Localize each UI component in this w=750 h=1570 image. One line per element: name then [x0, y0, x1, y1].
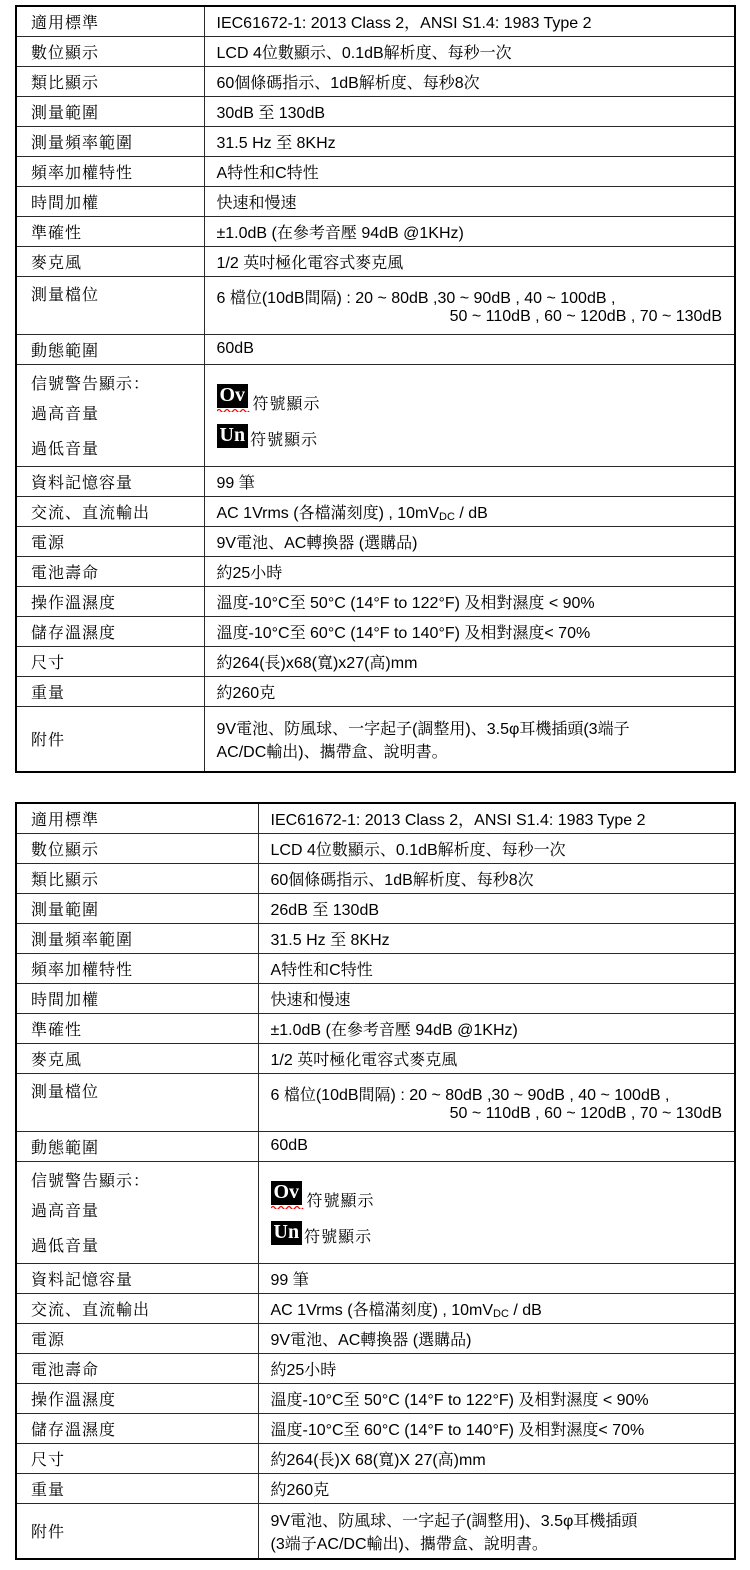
spec-label: 測量檔位 [16, 276, 204, 334]
spec-label: 操作溫濕度 [16, 1383, 258, 1413]
table-row [16, 833, 735, 863]
warning-label-under: 過低音量 [31, 1235, 100, 1255]
table-row-measuring-ranges [16, 1073, 735, 1131]
spec-label: 頻率加權特性 [16, 156, 204, 186]
table-row-accessories [16, 706, 735, 772]
spec-label: 時間加權 [16, 983, 258, 1013]
spec-value: 26dB 至 130dB [258, 893, 735, 923]
spec-label: 資料記憶容量 [16, 466, 204, 496]
spec-value: A特性和C特性 [204, 156, 735, 186]
spec-label: 重量 [16, 1473, 258, 1503]
spec-value: 60個條碼指示、1dB解析度、每秒8次 [258, 863, 735, 893]
table-row-accessories [16, 1503, 735, 1559]
spec-label: 數位顯示 [16, 833, 258, 863]
warning-label-over: 過高音量 [31, 1200, 100, 1220]
output-value-post: / dB [508, 1301, 542, 1319]
spec-value: 溫度-10°C至 50°C (14°F to 122°F) 及相對濕度 < 90% [204, 586, 735, 616]
spec-value: 9V電池、AC轉換器 (選購品) [204, 526, 735, 556]
spec-label: 測量檔位 [16, 1073, 258, 1131]
output-value-pre: AC 1Vrms (各檔滿刻度) , 10mV [270, 1301, 494, 1319]
table-row [16, 186, 735, 216]
spec-value: ±1.0dB (在參考音壓 94dB @1KHz) [258, 1013, 735, 1043]
spec-label: 儲存溫濕度 [16, 616, 204, 646]
table-row [16, 156, 735, 186]
spec-value: 快速和慢速 [204, 186, 735, 216]
spec-label: 類比顯示 [16, 863, 258, 893]
spec-value: 60dB [258, 1131, 735, 1161]
spec-value: 31.5 Hz 至 8KHz [258, 923, 735, 953]
spec-label: 麥克風 [16, 1043, 258, 1073]
underload-indicator [271, 1221, 725, 1245]
spec-value: 9V電池、AC轉換器 (選購品) [258, 1323, 735, 1353]
spec-label [16, 364, 204, 466]
table-row [16, 1413, 735, 1443]
spec-label: 頻率加權特性 [16, 953, 258, 983]
warning-label-title: 信號警告顯示： [31, 1170, 151, 1190]
dc-subscript: DC [493, 1307, 509, 1320]
table-row [16, 646, 735, 676]
spec-label: 電池壽命 [16, 1353, 258, 1383]
spec-value: A特性和C特性 [258, 953, 735, 983]
spec-value [258, 1503, 735, 1559]
spec-value: 1/2 英吋極化電容式麥克風 [204, 246, 735, 276]
spec-value [258, 1073, 735, 1131]
overload-caption: 符號顯示 [252, 394, 321, 413]
red-wavy-underline-icon [271, 1205, 305, 1209]
spec-label: 電源 [16, 1323, 258, 1353]
underload-badge: Un [271, 1221, 303, 1245]
table-row [16, 1443, 735, 1473]
spec-label: 時間加權 [16, 186, 204, 216]
warning-label-over: 過高音量 [31, 403, 100, 423]
table-row [16, 1473, 735, 1503]
range-line-2: 50 ~ 110dB , 60 ~ 120dB , 70 ~ 130dB [449, 1104, 722, 1122]
spec-label: 附件 [16, 706, 204, 772]
table-row [16, 556, 735, 586]
table-row-measuring-ranges [16, 276, 735, 334]
table-row [16, 1323, 735, 1353]
spec-value: IEC61672-1: 2013 Class 2，ANSI S1.4: 1983 Type 2 [204, 6, 735, 36]
spec-value [204, 496, 735, 526]
table-row-ac-dc-output [16, 496, 735, 526]
underload-indicator [217, 424, 725, 448]
spec-value [258, 1293, 735, 1323]
accessories-line-2: AC/DC輸出)、攜帶盒、說明書。 [216, 743, 448, 761]
spec-value: 60dB [204, 334, 735, 364]
spec-label: 類比顯示 [16, 66, 204, 96]
spec-value [204, 276, 735, 334]
table-row-ac-dc-output [16, 1293, 735, 1323]
spec-value: 60個條碼指示、1dB解析度、每秒8次 [204, 66, 735, 96]
table-row [16, 1263, 735, 1293]
table-row [16, 334, 735, 364]
table-row [16, 6, 735, 36]
spec-label: 適用標準 [16, 6, 204, 36]
output-value-post: / dB [454, 504, 488, 522]
table-row [16, 216, 735, 246]
table-row [16, 676, 735, 706]
accessories-line-1: 9V電池、防風球、一字起子(調整用)、3.5φ耳機插頭 [270, 1512, 638, 1530]
spec-value: 快速和慢速 [258, 983, 735, 1013]
spec-label: 交流、直流輸出 [16, 1293, 258, 1323]
spec-value: 99 筆 [258, 1263, 735, 1293]
overload-badge-stack [271, 1181, 305, 1209]
warning-label-under: 過低音量 [31, 438, 100, 458]
spec-label: 重量 [16, 676, 204, 706]
underload-badge: Un [217, 424, 249, 448]
spec-label: 尺寸 [16, 646, 204, 676]
spec-value: 31.5 Hz 至 8KHz [204, 126, 735, 156]
spec-label: 動態範圍 [16, 334, 204, 364]
spec-value: ±1.0dB (在參考音壓 94dB @1KHz) [204, 216, 735, 246]
spec-label [16, 1161, 258, 1263]
spec-value: 約25小時 [204, 556, 735, 586]
underload-caption: 符號顯示 [304, 1227, 373, 1246]
spec-label: 動態範圍 [16, 1131, 258, 1161]
spec-value: IEC61672-1: 2013 Class 2，ANSI S1.4: 1983 Type 2 [258, 803, 735, 833]
spec-value: 溫度-10°C至 60°C (14°F to 140°F) 及相對濕度< 70% [258, 1413, 735, 1443]
spec-value: 約260克 [258, 1473, 735, 1503]
table-row [16, 923, 735, 953]
overload-badge-stack [217, 384, 251, 412]
spec-value: 30dB 至 130dB [204, 96, 735, 126]
spec-label: 資料記憶容量 [16, 1263, 258, 1293]
underload-badge-stack [217, 424, 249, 448]
spec-value: 約264(長)x68(寬)x27(高)mm [204, 646, 735, 676]
range-line-1: 6 檔位(10dB間隔) : 20 ~ 80dB ,30 ~ 90dB , 40 ~ 100dB , [216, 289, 616, 307]
table-row [16, 466, 735, 496]
spec-value: 99 筆 [204, 466, 735, 496]
overload-badge: Ov [271, 1181, 303, 1205]
table-row [16, 1131, 735, 1161]
table-row [16, 983, 735, 1013]
spec-label: 電池壽命 [16, 556, 204, 586]
table-row [16, 36, 735, 66]
table-row [16, 863, 735, 893]
spec-label: 交流、直流輸出 [16, 496, 204, 526]
table-row-signal-warning [16, 1161, 735, 1263]
table-row [16, 1383, 735, 1413]
table-row [16, 1043, 735, 1073]
table-row [16, 953, 735, 983]
spec-value [204, 364, 735, 466]
spec-table-2 [15, 802, 736, 1560]
red-wavy-underline-icon [217, 408, 251, 412]
table-row [16, 893, 735, 923]
spec-label: 測量範圍 [16, 893, 258, 923]
underload-badge-stack [271, 1221, 303, 1245]
spec-label: 附件 [16, 1503, 258, 1559]
spec-value: 約260克 [204, 676, 735, 706]
spec-value: 溫度-10°C至 60°C (14°F to 140°F) 及相對濕度< 70% [204, 616, 735, 646]
dc-subscript: DC [439, 510, 455, 523]
table-row [16, 526, 735, 556]
table-row [16, 96, 735, 126]
table-row [16, 246, 735, 276]
spec-value: 溫度-10°C至 50°C (14°F to 122°F) 及相對濕度 < 90% [258, 1383, 735, 1413]
overload-indicator [217, 384, 725, 412]
spec-value [258, 1161, 735, 1263]
table-row [16, 586, 735, 616]
accessories-line-1: 9V電池、防風球、一字起子(調整用)、3.5φ耳機插頭(3端子 [216, 720, 630, 738]
underload-caption: 符號顯示 [250, 430, 319, 449]
range-line-2: 50 ~ 110dB , 60 ~ 120dB , 70 ~ 130dB [449, 307, 722, 325]
table-row-signal-warning [16, 364, 735, 466]
spec-value: LCD 4位數顯示、0.1dB解析度、每秒一次 [258, 833, 735, 863]
spec-value: 約25小時 [258, 1353, 735, 1383]
spec-label: 尺寸 [16, 1443, 258, 1473]
table-row [16, 66, 735, 96]
table-row [16, 126, 735, 156]
spec-label: 儲存溫濕度 [16, 1413, 258, 1443]
spec-label: 適用標準 [16, 803, 258, 833]
spec-label: 操作溫濕度 [16, 586, 204, 616]
table-row [16, 1353, 735, 1383]
overload-indicator [271, 1181, 725, 1209]
warning-label-title: 信號警告顯示： [31, 373, 151, 393]
spec-label: 測量頻率範圍 [16, 126, 204, 156]
accessories-line-2: (3端子AC/DC輸出)、攜帶盒、說明書。 [270, 1535, 548, 1553]
table-row [16, 616, 735, 646]
range-line-1: 6 檔位(10dB間隔) : 20 ~ 80dB ,30 ~ 90dB , 40 ~ 100dB , [270, 1086, 670, 1104]
table-row [16, 803, 735, 833]
overload-caption: 符號顯示 [306, 1191, 375, 1210]
spec-label: 測量範圍 [16, 96, 204, 126]
spec-label: 測量頻率範圍 [16, 923, 258, 953]
table-row [16, 1013, 735, 1043]
spec-value [204, 706, 735, 772]
spec-value: 約264(長)X 68(寬)X 27(高)mm [258, 1443, 735, 1473]
overload-badge: Ov [217, 384, 249, 408]
spec-label: 準確性 [16, 216, 204, 246]
spec-label: 數位顯示 [16, 36, 204, 66]
spec-value: LCD 4位數顯示、0.1dB解析度、每秒一次 [204, 36, 735, 66]
spec-label: 麥克風 [16, 246, 204, 276]
spec-label: 準確性 [16, 1013, 258, 1043]
spec-label: 電源 [16, 526, 204, 556]
spec-table-1 [15, 5, 736, 773]
spec-value: 1/2 英吋極化電容式麥克風 [258, 1043, 735, 1073]
output-value-pre: AC 1Vrms (各檔滿刻度) , 10mV [216, 504, 440, 522]
